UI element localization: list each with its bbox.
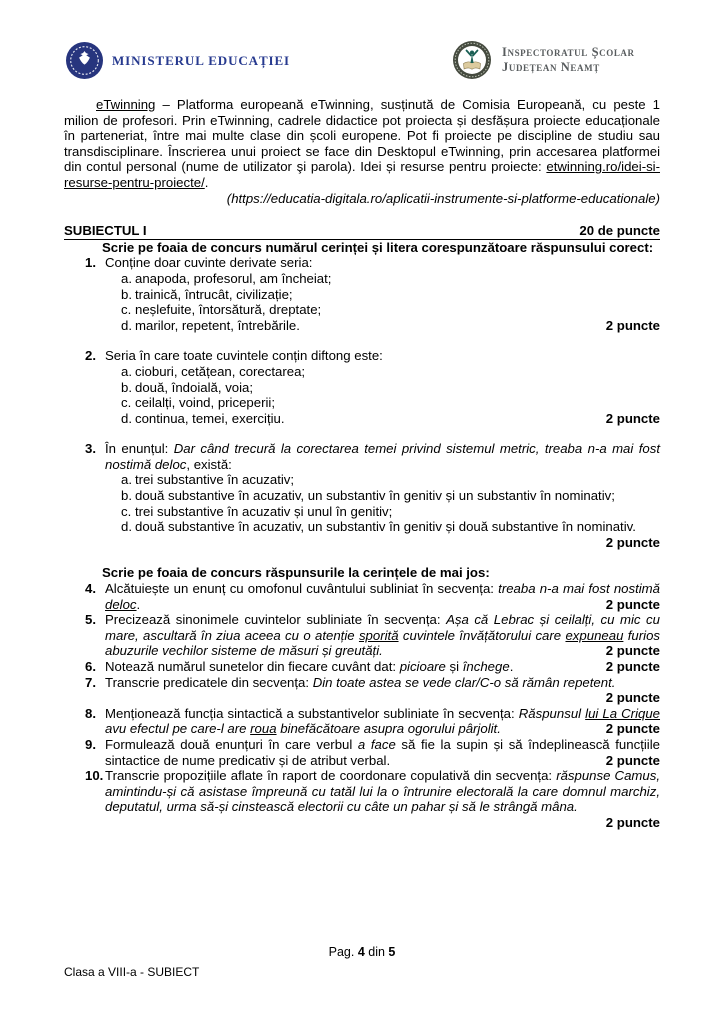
question-stem: Seria în care toate cuvintele conțin diftong este: (105, 348, 383, 364)
option-d (64, 411, 660, 427)
points-badge: 2 puncte (605, 410, 660, 426)
question-2 (64, 348, 660, 426)
option-letter: d. (121, 519, 132, 535)
page-number: 4 (357, 945, 365, 959)
etwinning-term: eTwinning (96, 97, 156, 112)
intro-text: – Platforma europeană eTwinning, susținută de Comisia Europeană, cu peste 1 milion de profesori. Prin eTwinning, cadrele didactice pot proiecta și desfășura proiecte educaționale în parteneriat, între mai multe clase din școli europene. Pot fi proiecte pe discipline de studiu sau transdisciplinare. Înscrierea unui proiect se face din Desktopul eTwinning, prin accesarea platformei din contul personal (nume de utilizator şi parola). Idei și resurse pentru proiecte: (64, 97, 660, 175)
ministry-logo-block (66, 42, 290, 79)
etwinning-link[interactable]: etwinning.ro/idei-si-resurse-pentru-proiecte/ (64, 159, 660, 190)
question-8 (64, 706, 660, 737)
question-number: 10. (85, 768, 104, 784)
question-text (105, 675, 660, 706)
source-line: (https://educatia-digitala.ro/aplicatii-instrumente-si-platforme-educationale) (226, 190, 660, 206)
inspectorate-logo-block (452, 40, 635, 80)
points-badge: 2 puncte (605, 643, 660, 659)
option-letter: b. (121, 488, 132, 504)
question-text (105, 659, 660, 675)
option-text: anapoda, profesorul, am încheiat; (135, 270, 332, 286)
question-6 (64, 659, 660, 675)
option-a (64, 364, 660, 380)
option-letter: c. (121, 302, 132, 318)
option-text: trei substantive în acuzativ; (135, 472, 295, 488)
question-text (105, 768, 660, 830)
question-rich-text: Transcrie predicatele din secvența: Din toate astea se vede clar/C-o să rămân repetent. (105, 674, 616, 690)
option-text: ceilalți, voind, priceperii; (135, 395, 275, 411)
question-number: 2. (85, 348, 96, 364)
option-text: cioburi, cetățean, corectarea; (135, 363, 306, 379)
option-text: două substantive în acuzativ, un substantiv în genitiv și două substantive în nominativ. (135, 519, 636, 535)
points-badge: 2 puncte (605, 721, 660, 737)
option-text: continua, temei, exercițiu. (135, 410, 285, 426)
question-text (105, 706, 660, 737)
class-subject-line: Clasa a VIII-a - SUBIECT (64, 965, 200, 979)
question-number: 3. (85, 441, 96, 457)
question-number: 1. (85, 255, 96, 271)
inspectorate-seal-icon (452, 40, 492, 80)
question-number: 9. (85, 736, 96, 752)
option-d (64, 519, 660, 535)
question-1 (64, 255, 660, 333)
option-a (64, 271, 660, 287)
points-badge: 2 puncte (605, 317, 660, 333)
option-text: neșlefuite, întorsătură, dreptate; (135, 302, 322, 318)
subject-points: 20 de puncte (579, 223, 660, 239)
question-rich-text: Transcrie propozițiile aflate în raport de coordonare copulativă din secvența: răspunse Camus, amintindu-și că asistase împreună cu tatăl lui la o întrunire electorală la care domnul marchiz, deputatul, urma să-și cinstească electorii cu câte un pahar și să le strângă mâna. (105, 768, 660, 815)
question-number: 7. (85, 674, 96, 690)
mcq-instruction: Scrie pe foaia de concurs numărul cerinței și litera corespunzătoare răspunsului corect: (102, 239, 654, 255)
points-badge: 2 puncte (605, 690, 660, 706)
subject-title-row (64, 223, 660, 240)
intro-period: . (204, 174, 209, 190)
question-number: 6. (85, 659, 96, 674)
ministry-seal-icon (66, 42, 103, 79)
page-label: Pag. (328, 945, 355, 959)
question-9 (64, 737, 660, 768)
option-letter: a. (121, 472, 132, 488)
question-5 (64, 612, 660, 659)
points-badge: 2 puncte (605, 814, 660, 830)
page-number-line (0, 945, 724, 961)
question-stem: Conține doar cuvinte derivate seria: (105, 255, 313, 271)
option-letter: c. (121, 503, 132, 519)
option-b (64, 380, 660, 396)
points-badge: 2 puncte (605, 534, 660, 550)
question-number: 8. (85, 705, 96, 721)
option-c (64, 302, 660, 318)
question-number: 4. (85, 581, 96, 597)
question-rich-text: Menționează funcția sintactică a substantivelor subliniate în secvența: Răspunsul lui La Crique avu efectul pe care-l are roua binefăcătoare asupra ogorului pârjolit. (105, 705, 661, 737)
document-body (64, 97, 660, 831)
option-b (64, 287, 660, 303)
question-rich-text: Alcătuiește un enunț cu omofonul cuvântului subliniat în secvența: treaba n-a mai fost nostimă deloc. (105, 581, 660, 612)
question-stem: În enunțul: Dar când trecură la corectarea temei privind sistemul metric, treaba n-a mai fost nostimă deloc, există: (105, 441, 660, 472)
option-text: două substantive în acuzativ, un substantiv în genitiv și un substantiv în nominativ; (135, 488, 615, 504)
question-rich-text: Notează numărul sunetelor din fiecare cuvânt dat: picioare și închege. (105, 659, 514, 674)
ministry-label: MINISTERUL EDUCAȚIEI (112, 52, 291, 68)
question-number: 5. (85, 612, 96, 628)
points-badge: 2 puncte (605, 659, 660, 674)
option-letter: a. (121, 270, 132, 286)
option-letter: d. (121, 317, 132, 333)
option-letter: d. (121, 410, 132, 426)
option-b (64, 488, 660, 504)
question-text (105, 612, 660, 659)
page-of-label: din (368, 945, 385, 959)
open-instruction: Scrie pe foaia de concurs răspunsurile la cerințele de mai jos: (102, 565, 490, 581)
inspectorate-label (502, 45, 635, 75)
points-badge: 2 puncte (605, 596, 660, 612)
option-text: trainică, întrucât, civilizație; (135, 286, 293, 302)
points-badge: 2 puncte (605, 752, 660, 768)
option-letter: a. (121, 363, 132, 379)
option-a (64, 472, 660, 488)
option-text: marilor, repetent, întrebările. (135, 317, 300, 333)
question-text (105, 737, 660, 768)
option-letter: c. (121, 395, 132, 411)
question-rich-text: Precizează sinonimele cuvintelor subliniate în secvența: Așa că Lebrac și ceilalți, cu mic cu mare, ascultară în ziua aceea cu o atenție sporită cuvintele învățătorului care expuneau furios abuzurile vechilor sisteme de măsuri și greutăți. (105, 612, 660, 659)
question-rich-text: Formulează două enunțuri în care verbul a face să fie la supin și să îndeplinească funcțiile sintactice de nume predicativ și de atribut verbal. (105, 736, 660, 768)
option-letter: b. (121, 379, 132, 395)
option-d (64, 318, 660, 334)
question-text (105, 581, 660, 612)
inspectorate-label-line2: Județean Neamț (502, 60, 600, 74)
inspectorate-label-line1: Inspectoratul Școlar (502, 45, 635, 59)
question-3 (64, 441, 660, 550)
subject-title: SUBIECTUL I (64, 223, 147, 239)
intro-paragraph (64, 97, 660, 191)
option-text: două, îndoială, voia; (135, 379, 254, 395)
option-text: trei substantive în acuzativ și unul în genitiv; (135, 503, 393, 519)
option-c (64, 395, 660, 411)
option-letter: b. (121, 286, 132, 302)
page-total: 5 (388, 945, 396, 959)
question-10 (64, 768, 660, 830)
question-4 (64, 581, 660, 612)
question-7 (64, 675, 660, 706)
option-c (64, 504, 660, 520)
